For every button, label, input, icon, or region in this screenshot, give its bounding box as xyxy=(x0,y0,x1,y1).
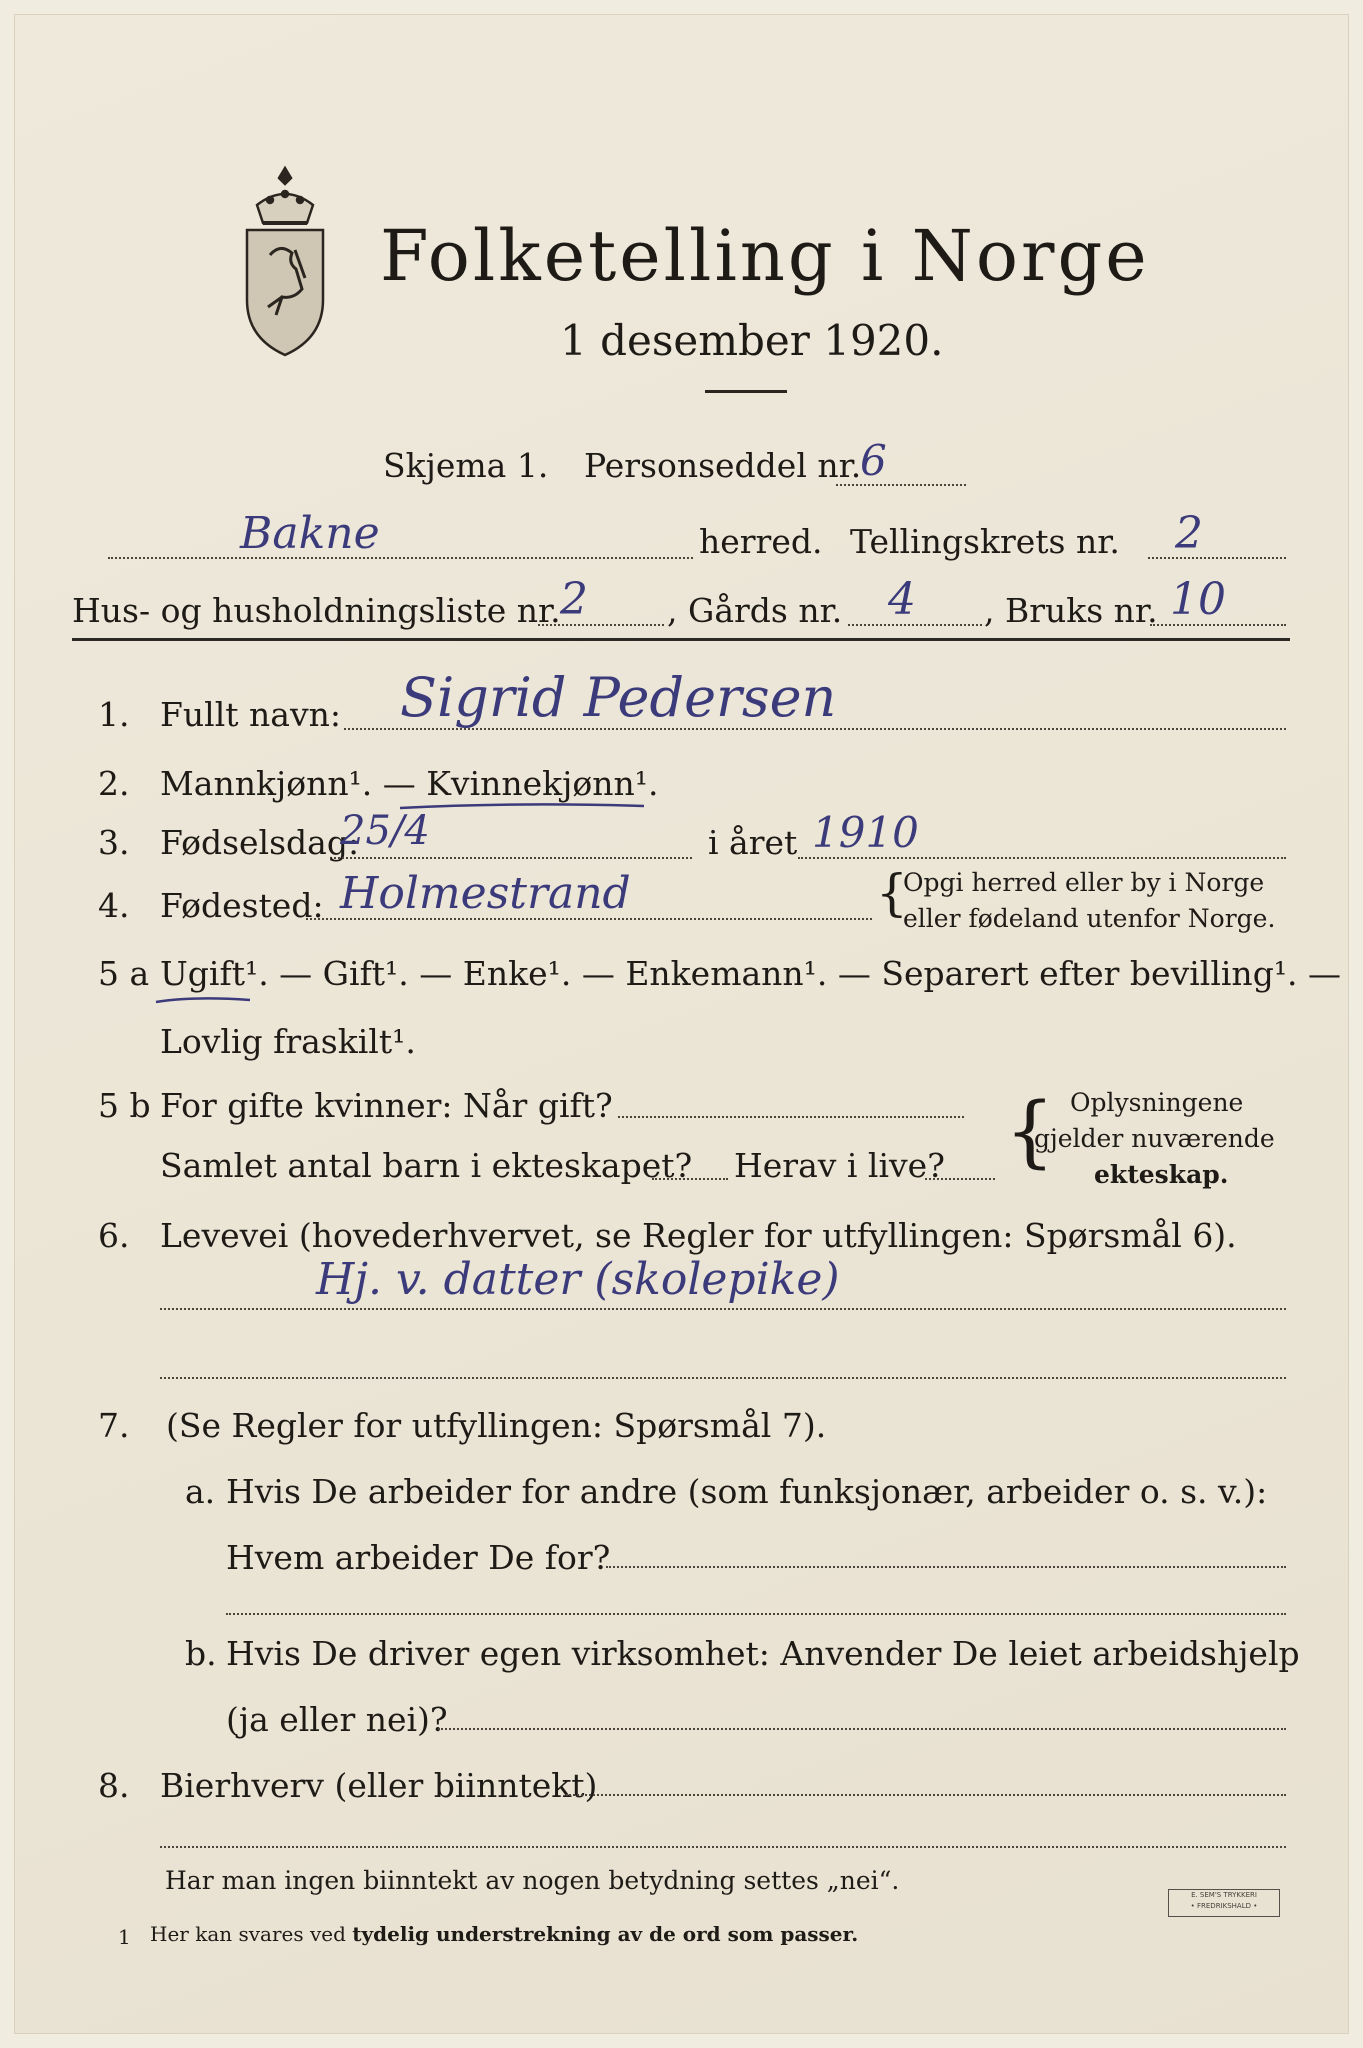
gards-value[interactable]: 4 xyxy=(888,574,916,625)
page-subtitle: 1 desember 1920. xyxy=(560,316,944,365)
personseddel-value[interactable]: 6 xyxy=(860,436,887,485)
full-name-value[interactable]: Sigrid Pedersen xyxy=(400,666,837,729)
gards-label: , Gårds nr. xyxy=(667,591,843,630)
q6-number: 6. xyxy=(98,1216,130,1255)
printer-stamp-line2: • FREDRIKSHALD • xyxy=(1190,1902,1258,1910)
bruks-value[interactable]: 10 xyxy=(1170,574,1226,625)
q7b-line2: (ja eller nei)? xyxy=(226,1700,448,1739)
title-divider xyxy=(705,390,787,393)
bruks-label: , Bruks nr. xyxy=(984,591,1158,630)
q4-note-line1: Opgi herred eller by i Norge xyxy=(903,868,1265,897)
skjema-label: Skjema 1. xyxy=(383,446,549,485)
q1-label: Fullt navn: xyxy=(160,695,341,734)
tellingskrets-line xyxy=(1148,557,1286,559)
married-date-line xyxy=(618,1116,964,1118)
birth-year-value[interactable]: 1910 xyxy=(812,808,919,857)
q7a-line2: Hvem arbeider De for? xyxy=(226,1538,611,1577)
kvinnekjonn-underline xyxy=(398,800,648,814)
footnote-bold: tydelig understrekning av de ord som passer. xyxy=(352,1922,859,1946)
herred-value[interactable]: Bakne xyxy=(240,508,380,559)
q4-brace: { xyxy=(876,864,908,922)
q5b-number: 5 b xyxy=(98,1086,151,1125)
footer-note: Har man ingen biinntekt av nogen betydning settes „nei“. xyxy=(165,1866,900,1895)
children-count-line xyxy=(652,1178,728,1180)
herred-line xyxy=(108,557,693,559)
q1-number: 1. xyxy=(98,695,130,734)
hus-label: Hus- og husholdningsliste nr. xyxy=(72,591,561,630)
employer-line-2 xyxy=(226,1613,1286,1615)
occupation-value[interactable]: Hj. v. datter (skolepike) xyxy=(316,1254,840,1305)
herred-label: herred. xyxy=(699,522,823,561)
q3-label: Fødselsdag: xyxy=(160,823,360,862)
side-income-line xyxy=(566,1794,1286,1796)
q2-label: Mannkjønn¹. — Kvinnekjønn¹. xyxy=(160,764,659,803)
q7b-line1: Hvis De driver egen virksomhet: Anvender De leiet arbeidshjelp xyxy=(226,1634,1300,1673)
q5b-children-label: Samlet antal barn i ekteskapet? xyxy=(160,1146,693,1185)
q6-label: Levevei (hovederhvervet, se Regler for utfyllingen: Spørsmål 6). xyxy=(160,1216,1237,1255)
q5a-number: 5 a xyxy=(98,954,150,993)
q8-number: 8. xyxy=(98,1766,130,1805)
side-income-line-2 xyxy=(160,1846,1286,1848)
q5b-alive-label: Herav i live? xyxy=(734,1146,945,1185)
page-title: Folketelling i Norge xyxy=(380,215,1150,297)
q7-number: 7. xyxy=(98,1406,130,1445)
tellingskrets-label: Tellingskrets nr. xyxy=(850,522,1120,561)
q5b-note3: ekteskap. xyxy=(1094,1160,1229,1189)
q5b-note1: Oplysningene xyxy=(1070,1088,1244,1117)
tellingskrets-value[interactable]: 2 xyxy=(1175,508,1203,559)
q7a-line1: Hvis De arbeider for andre (som funksjonær, arbeider o. s. v.): xyxy=(226,1472,1268,1511)
q4-note-line2: eller fødeland utenfor Norge. xyxy=(903,904,1276,933)
personseddel-line xyxy=(836,484,966,486)
year-label: i året xyxy=(708,823,798,862)
q5a-line1: Ugift¹. — Gift¹. — Enke¹. — Enkemann¹. — Separert efter bevilling¹. — xyxy=(160,954,1342,993)
q7-label: (Se Regler for utfyllingen: Spørsmål 7). xyxy=(166,1406,827,1445)
header-divider xyxy=(72,638,1290,641)
personseddel-label: Personseddel nr. xyxy=(584,446,862,485)
q7a-number: a. xyxy=(185,1472,216,1511)
printer-stamp xyxy=(1168,1889,1280,1917)
employer-line xyxy=(606,1566,1286,1568)
birthplace-value[interactable]: Holmestrand xyxy=(340,868,631,919)
occupation-line-1 xyxy=(160,1308,1286,1310)
occupation-line-2 xyxy=(160,1377,1286,1379)
hired-help-line xyxy=(438,1728,1286,1730)
birthdate-line xyxy=(334,857,692,859)
q8-label: Bierhverv (eller biinntekt) xyxy=(160,1766,598,1805)
q5a-line2: Lovlig fraskilt¹. xyxy=(160,1022,416,1061)
q3-number: 3. xyxy=(98,823,130,862)
q7b-number: b. xyxy=(185,1634,217,1673)
footnote-plain: Her kan svares ved xyxy=(150,1922,346,1946)
norwegian-coat-of-arms-icon xyxy=(225,160,345,360)
q5b-note2: gjelder nuværende xyxy=(1034,1124,1275,1153)
q5b-brace: { xyxy=(1005,1087,1055,1177)
children-alive-line xyxy=(925,1178,995,1180)
q2-number: 2. xyxy=(98,764,130,803)
printer-stamp-line1: E. SEM'S TRYKKERI xyxy=(1191,1891,1257,1899)
q5b-line1: For gifte kvinner: Når gift? xyxy=(160,1086,613,1125)
q4-label: Fødested: xyxy=(160,886,324,925)
year-line xyxy=(798,857,1286,859)
footnote-text xyxy=(150,1922,858,1946)
q4-number: 4. xyxy=(98,886,130,925)
birthdate-value[interactable]: 25/4 xyxy=(340,808,430,854)
hus-line xyxy=(538,624,664,626)
hus-value[interactable]: 2 xyxy=(560,574,588,625)
ugift-underline xyxy=(154,994,254,1008)
footnote-number: 1 xyxy=(118,1925,131,1949)
